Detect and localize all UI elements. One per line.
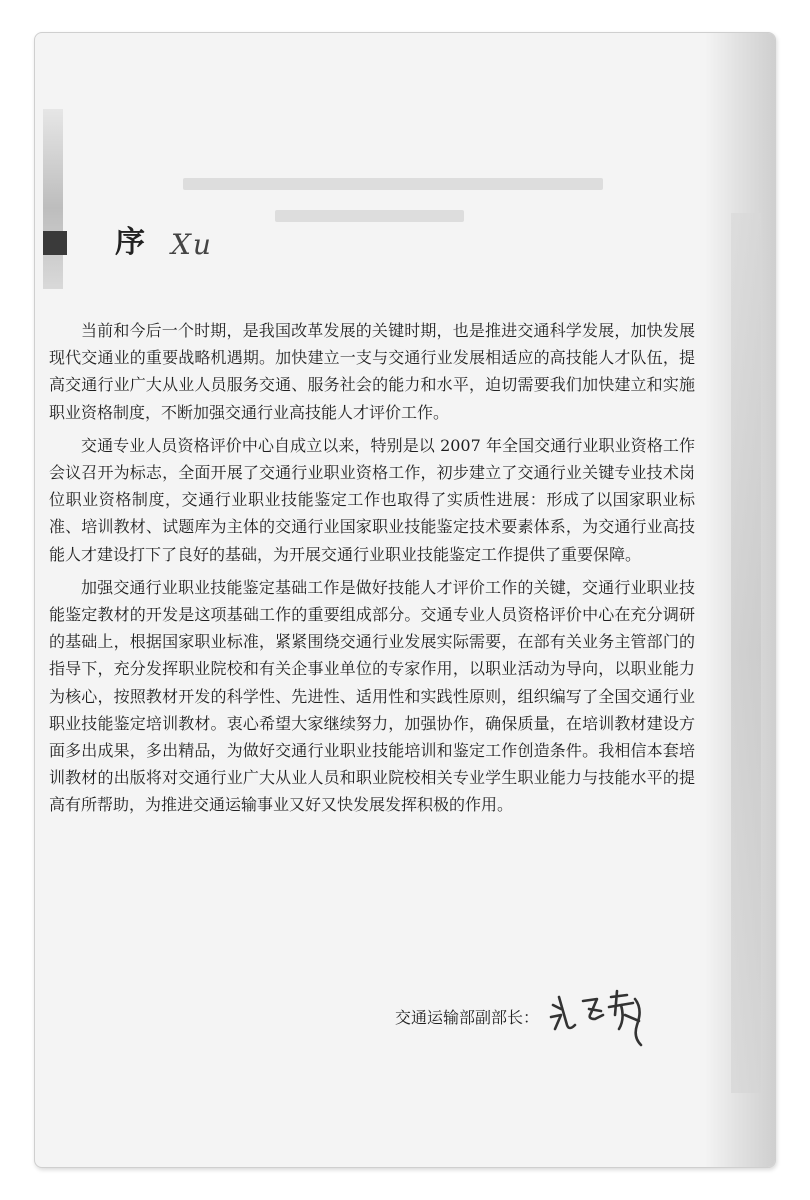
paragraph-2: 交通专业人员资格评价中心自成立以来，特别是以 2007 年全国交通行业职业资格工作会议召开为标志，全面开展了交通行业职业资格工作，初步建立了交通行业关键专业技术岗位职业资格制度，交通行业职业技能鉴定工作也取得了实质性进展：形成了以国家职业标准、培训教材、试题库为主体的交通行业国家职业技能鉴定技术要素体系，为交通行业高技能人才建设打下了良好的基础，为开展交通行业职业技能鉴定工作提供了重要保障。 (49, 435, 695, 564)
heading-title: 序 (115, 225, 145, 260)
signature-label: 交通运输部副部长： (395, 1008, 540, 1027)
signature-block (395, 991, 715, 1051)
heading-square-icon (43, 231, 67, 255)
heading-pinyin: Xu (171, 228, 213, 261)
handwritten-signature (545, 985, 665, 1049)
decorative-left-strip (43, 109, 63, 289)
paragraph-1: 当前和今后一个时期，是我国改革发展的关键时期，也是推进交通科学发展，加快发展现代交通业的重要战略机遇期。加快建立一支与交通行业发展相适应的高技能人才队伍，提高交通行业广大从业人员服务交通、服务社会的能力和水平，迫切需要我们加快建立和实施职业资格制度，不断加强交通行业高技能人才评价工作。 (49, 321, 695, 422)
bleed-through-text (183, 178, 603, 268)
preface-body (49, 317, 695, 825)
paragraph-3: 加强交通行业职业技能鉴定基础工作是做好技能人才评价工作的关键，交通行业职业技能鉴定教材的开发是这项基础工作的重要组成部分。交通专业人员资格评价中心在充分调研的基础上，根据国家职业标准，紧紧围绕交通行业发展实际需要，在部有关业务主管部门的指导下，充分发挥职业院校和有关企事业单位的专家作用，以职业活动为导向，以职业能力为核心，按照教材开发的科学性、先进性、适用性和实践性原则，组织编写了全国交通行业职业技能鉴定培训教材。衷心希望大家继续努力，加强协作，确保质量，在培训教材建设方面多出成果，多出精品，为做好交通行业职业技能培训和鉴定工作创造条件。我相信本套培训教材的出版将对交通行业广大从业人员和职业院校相关专业学生职业能力与技能水平的提高有所帮助，为推进交通运输事业又好又快发展发挥积极的作用。 (49, 577, 695, 815)
page-edge-band (731, 213, 761, 1093)
scanned-page (34, 32, 776, 1168)
